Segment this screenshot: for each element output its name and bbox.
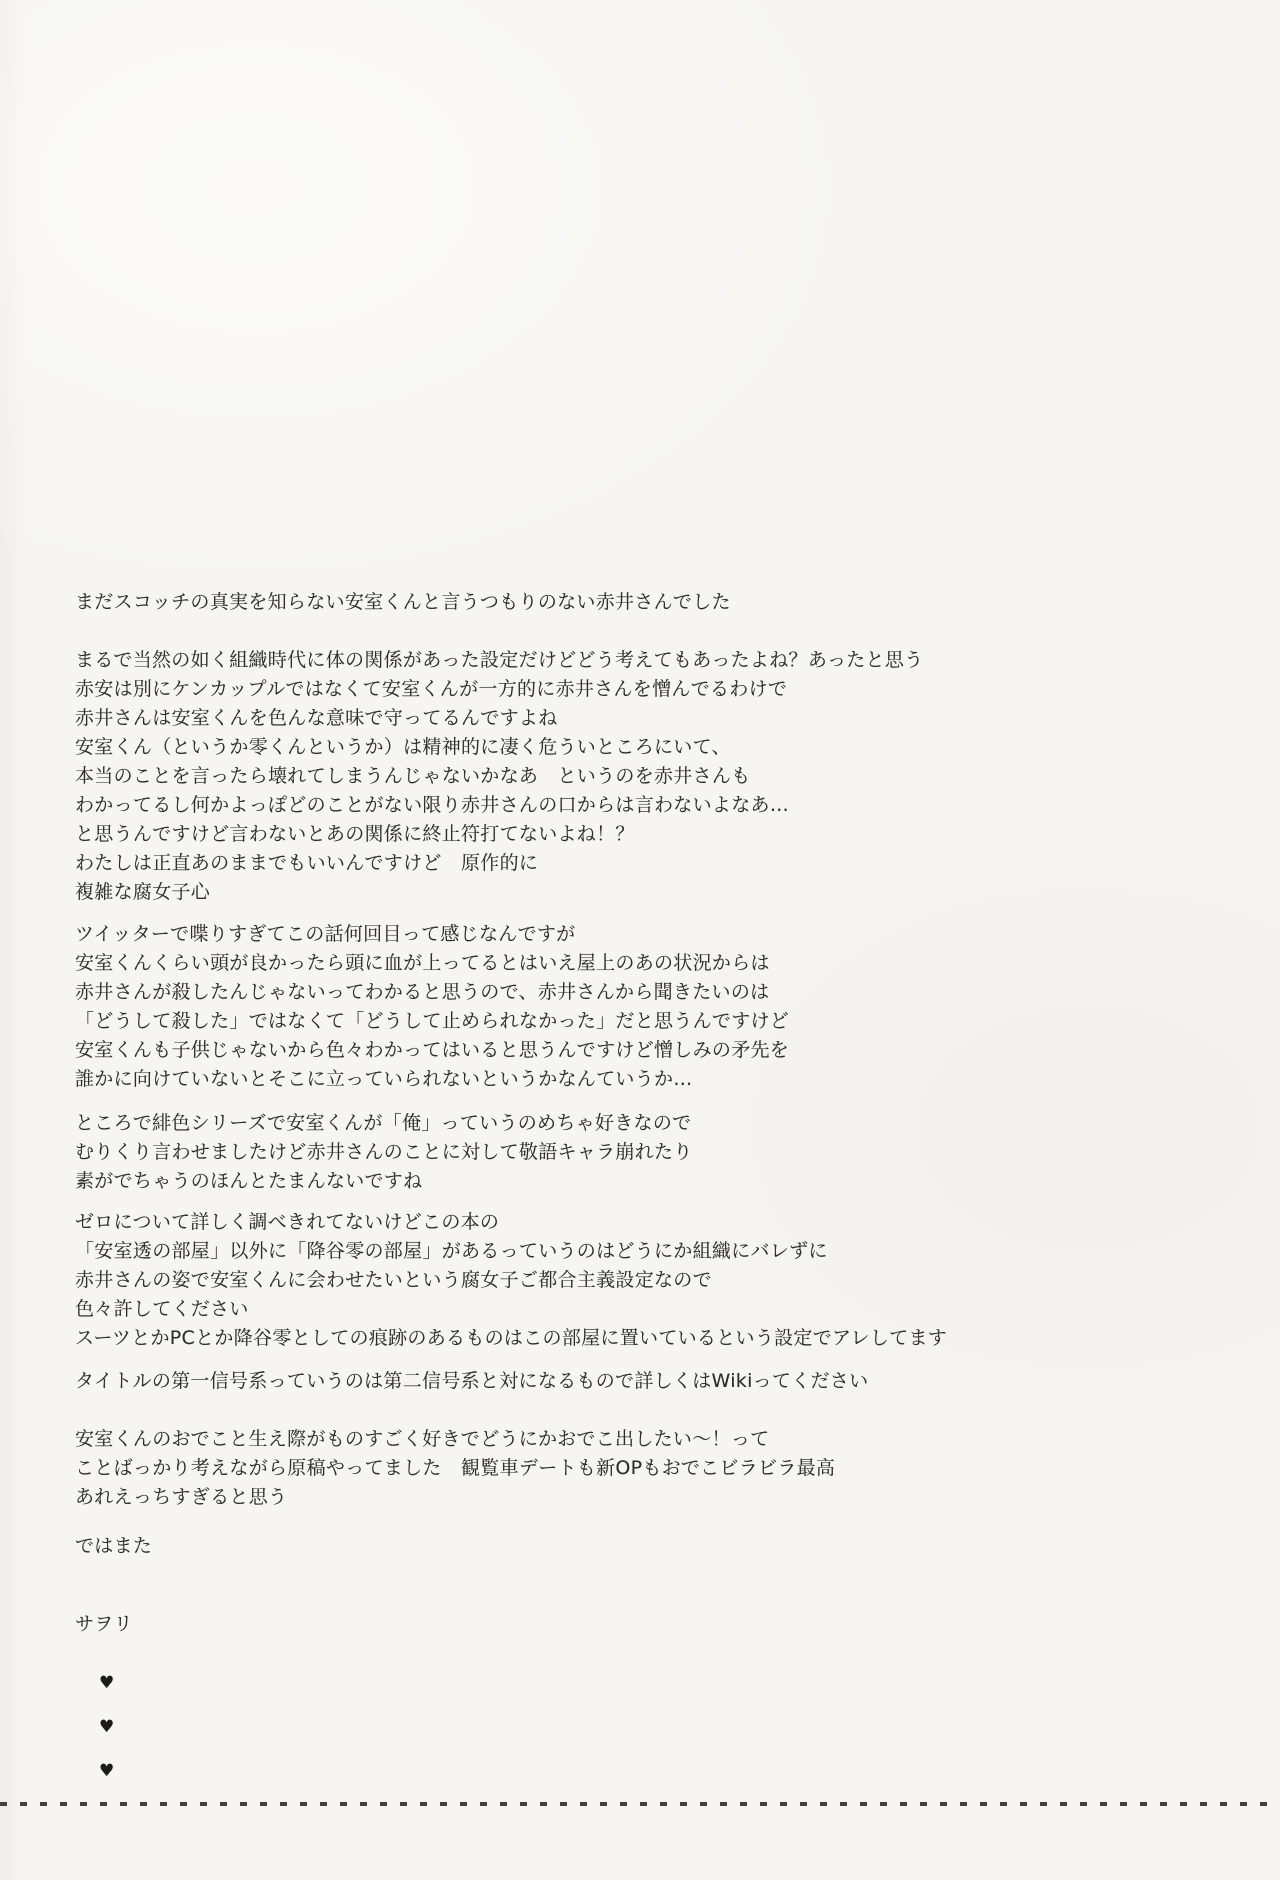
heart-icon: ♥ — [99, 1717, 115, 1737]
text-line: スーツとかPCとか降谷零としての痕跡のあるものはこの部屋に置いているという設定でアレしてます — [75, 1327, 948, 1349]
text-line: 「安室透の部屋」以外に「降谷零の部屋」があるっていうのはどうにか組織にバレずに — [75, 1240, 828, 1262]
text-line: まだスコッチの真実を知らない安室くんと言うつもりのない赤井さんでした — [75, 591, 731, 613]
paragraph — [75, 646, 1225, 907]
text-line: わかってるし何かよっぽどのことがない限り赤井さんの口からは言わないよなあ… — [75, 794, 790, 816]
text-line: 「どうして殺した」ではなくて「どうして止められなかった」だと思うんですけど — [75, 1010, 790, 1032]
hearts-column — [75, 1661, 1225, 1793]
text-line: 素がでちゃうのほんとたまんないですね — [75, 1170, 423, 1192]
text-line: 色々許してください — [75, 1298, 249, 1320]
text-line: わたしは正直あのままでもいいんですけど 原作的に — [75, 852, 539, 874]
text-line: 赤井さんの姿で安室くんに会わせたいという腐女子ご都合主義設定なので — [75, 1269, 712, 1291]
text-line: 赤安は別にケンカップルではなくて安室くんが一方的に赤井さんを憎んでるわけで — [75, 678, 788, 700]
text-line: 安室くんのおでこと生え際がものすごく好きでどうにかおでこ出したい〜！って — [75, 1428, 770, 1450]
text-line: 誰かに向けていないとそこに立っていられないというかなんていうか… — [75, 1068, 693, 1090]
text-line: 安室くんくらい頭が良かったら頭に血が上ってるとはいえ屋上のあの状況からは — [75, 952, 770, 974]
heart-icon: ♥ — [99, 1673, 115, 1693]
text-line: 赤井さんが殺したんじゃないってわかると思うので、赤井さんから聞きたいのは — [75, 981, 770, 1003]
text-line: タイトルの第一信号系っていうのは第二信号系と対になるもので詳しくはWikiってください — [75, 1370, 869, 1392]
paragraph — [75, 1367, 1225, 1396]
text-line: と思うんですけど言わないとあの関係に終止符打てないよね！？ — [75, 823, 635, 845]
text-line: 安室くん（というか零くんというか）は精神的に凄く危ういところにいて、 — [75, 736, 731, 758]
text-line: ことばっかり考えながら原稿やってました 観覧車デートも新OPもおでこビラビラ最高 — [75, 1457, 836, 1479]
text-line: あれえっちすぎると思う — [75, 1486, 288, 1508]
paragraph — [75, 1532, 1225, 1561]
paragraph — [75, 1425, 1225, 1512]
text-line: 安室くんも子供じゃないから色々わかってはいると思うんですけど憎しみの矛先を — [75, 1039, 790, 1061]
afterword-text-block — [75, 588, 1225, 1793]
text-line: まるで当然の如く組織時代に体の関係があった設定だけどどう考えてもあったよね？あったと思う — [75, 649, 924, 671]
text-line: ではまた — [75, 1535, 153, 1557]
text-line: ツイッターで喋りすぎてこの話何回目って感じなんですが — [75, 923, 576, 945]
heart-icon: ♥ — [99, 1761, 115, 1781]
text-line: 複雑な腐女子心 — [75, 881, 211, 903]
text-line: 赤井さんは安室くんを色んな意味で守ってるんですよね — [75, 707, 558, 729]
text-line: 本当のことを言ったら壊れてしまうんじゃないかなあ というのを赤井さんも — [75, 765, 751, 787]
text-line: ところで緋色シリーズで安室くんが「俺」っていうのめちゃ好きなので — [75, 1112, 692, 1134]
paragraph — [75, 1208, 1225, 1353]
text-line: むりくり言わせましたけど赤井さんのことに対して敬語キャラ崩れたり — [75, 1141, 693, 1163]
paragraph — [75, 920, 1225, 1094]
dashed-cut-line — [0, 1802, 1280, 1806]
paragraph — [75, 1109, 1225, 1196]
author-signature: サヲリ — [75, 1613, 133, 1635]
paragraph — [75, 588, 1225, 617]
text-line: ゼロについて詳しく調べきれてないけどこの本の — [75, 1211, 500, 1233]
